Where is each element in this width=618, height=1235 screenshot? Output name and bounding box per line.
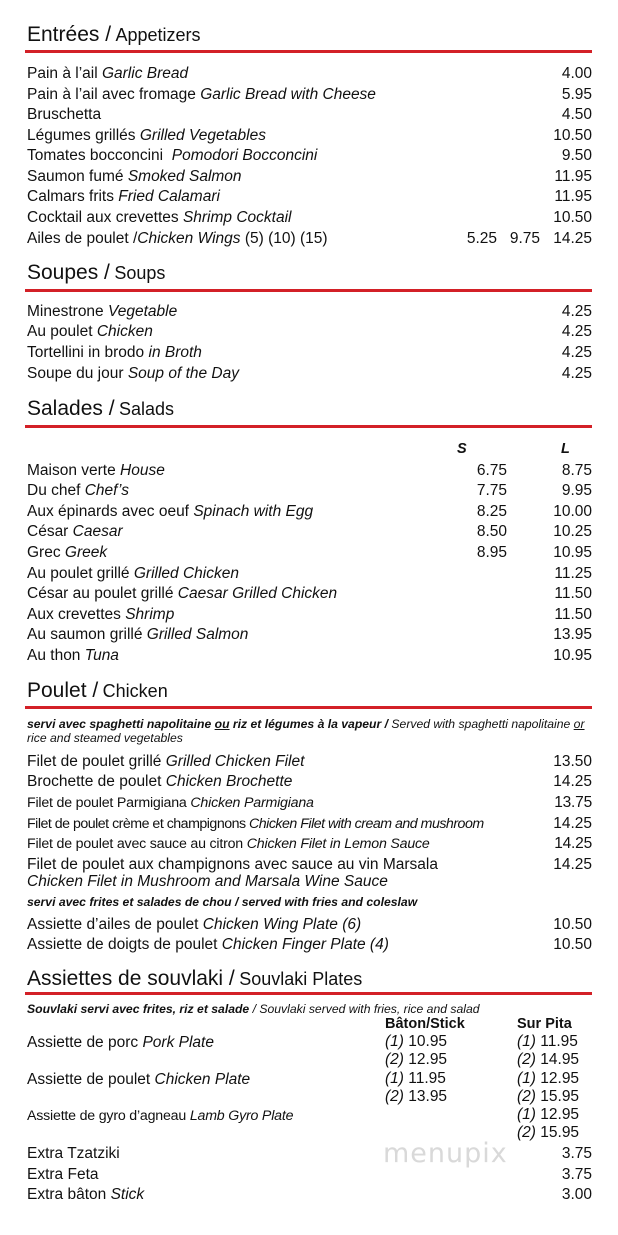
size-small-header: S: [457, 441, 467, 457]
menu-item: Pain à l’ail avec fromage Garlic Bread with Cheese 5.95: [27, 86, 592, 103]
price: 11.95: [554, 168, 592, 185]
section-title-fr: Poulet /: [27, 679, 99, 702]
menu-item: Filet de poulet grillé Grilled Chicken Filet 13.50: [27, 753, 592, 770]
menu-item: César au poulet grillé Caesar Grilled Chicken 11.50: [27, 585, 592, 602]
price: 14.25: [554, 835, 592, 852]
price: 5.25: [466, 230, 497, 247]
price-large: 10.25: [553, 523, 592, 540]
price-large: 11.50: [554, 606, 592, 623]
section-title-fr: Salades /: [27, 397, 115, 420]
section-title-en: Salads: [119, 399, 175, 419]
menu-item: Filet de poulet crème et champignons Chicken Filet with cream and mushroom 14.25: [27, 815, 592, 832]
pita-column-header: Sur Pita: [517, 1016, 572, 1032]
price: 10.50: [553, 936, 592, 953]
menu-item: Brochette de poulet Chicken Brochette 14.25: [27, 773, 592, 790]
watermark: menupix: [383, 1138, 508, 1169]
price-large: 8.75: [561, 462, 592, 479]
price: 3.75: [561, 1166, 592, 1183]
price: 4.25: [561, 303, 592, 320]
menu-item-wings: Ailes de poulet /Chicken Wings (5) (10) (15) 5.25 9.75 14.25: [27, 230, 592, 247]
menu-item: Pain à l’ail Garlic Bread 4.00: [27, 65, 592, 82]
menu-item-marsala: Filet de poulet aux champignons avec sauce au vin Marsala 14.25: [27, 856, 592, 873]
stick-prices: (1) 10.95 (2) 12.95: [385, 1033, 448, 1068]
section-divider: [25, 992, 592, 995]
section-title-fr: Entrées /: [27, 23, 112, 46]
price: 9.75: [509, 230, 540, 247]
price-large: 9.95: [561, 482, 592, 499]
soups-title: [27, 262, 165, 283]
price: 11.95: [554, 188, 592, 205]
section-divider: [25, 425, 592, 428]
price-large: 10.95: [553, 647, 592, 664]
price: 3.75: [561, 1145, 592, 1162]
menu-item: Extra Feta 3.75: [27, 1166, 592, 1183]
price-large: 11.25: [554, 565, 592, 582]
section-title-en: Souvlaki Plates: [239, 969, 363, 989]
price-large: 13.95: [553, 626, 592, 643]
fries-note: servi avec frites et salades de chou / served with fries and coleslaw: [27, 895, 418, 909]
menu-item: Assiette de doigts de poulet Chicken Finger Plate (4) 10.50: [27, 936, 592, 953]
pita-prices: (1) 12.95 (2) 15.95: [517, 1070, 580, 1105]
price: 14.25: [553, 856, 592, 873]
stick-prices: (1) 11.95 (2) 13.95: [385, 1070, 448, 1105]
section-divider: [25, 706, 592, 709]
menu-item: Au thon Tuna 10.95: [27, 647, 592, 664]
menu-item: Assiette d’ailes de poulet Chicken Wing Plate (6) 10.50: [27, 916, 592, 933]
section-title-en: Appetizers: [115, 25, 201, 45]
price: 4.50: [561, 106, 592, 123]
price-small: 6.75: [476, 462, 507, 479]
menu-item: Bruschetta 4.50: [27, 106, 592, 123]
menu-item: Grec Greek 8.95 10.95: [27, 544, 592, 561]
price: 4.00: [561, 65, 592, 82]
price-large: 10.00: [553, 503, 592, 520]
menu-item: Maison verte House 6.75 8.75: [27, 462, 592, 479]
menu-item: Tomates bocconcini Pomodori Bocconcini 9.50: [27, 147, 592, 164]
price: 14.25: [553, 815, 592, 832]
section-divider: [25, 50, 592, 53]
price: 3.00: [561, 1186, 592, 1203]
menu-item: Extra bâton Stick 3.00: [27, 1186, 592, 1203]
price: 10.50: [553, 916, 592, 933]
menu-item: Tortellini in brodo in Broth 4.25: [27, 344, 592, 361]
wing-sizes: (5) (10) (15): [244, 230, 328, 247]
section-title-fr: Soupes /: [27, 261, 110, 284]
stick-column-header: Bâton/Stick: [385, 1016, 465, 1032]
price-small: 7.75: [476, 482, 507, 499]
menu-item: Extra Tzatziki 3.75: [27, 1145, 592, 1162]
menu-item: Assiette de gyro d’agneau Lamb Gyro Plate: [27, 1108, 294, 1124]
menu-item: Aux crevettes Shrimp 11.50: [27, 606, 592, 623]
menu-item-marsala-en: Chicken Filet in Mushroom and Marsala Wine Sauce: [27, 873, 388, 890]
menu-item: Calmars frits Fried Calamari 11.95: [27, 188, 592, 205]
section-title-fr: Assiettes de souvlaki /: [27, 967, 235, 990]
menu-item: Saumon fumé Smoked Salmon 11.95: [27, 168, 592, 185]
price: 4.25: [561, 365, 592, 382]
menu-item: Soupe du jour Soup of the Day 4.25: [27, 365, 592, 382]
pita-prices: (1) 11.95 (2) 14.95: [517, 1033, 580, 1068]
section-title-en: Chicken: [102, 681, 168, 701]
menu-item: Cocktail aux crevettes Shrimp Cocktail 10.50: [27, 209, 592, 226]
menu-item: Au saumon grillé Grilled Salmon 13.95: [27, 626, 592, 643]
price: 9.50: [561, 147, 592, 164]
price: 4.25: [561, 323, 592, 340]
menu-item: Minestrone Vegetable 4.25: [27, 303, 592, 320]
salads-title: [27, 398, 174, 419]
price: 13.75: [554, 794, 592, 811]
section-divider: [25, 289, 592, 292]
menu-item: Aux épinards avec oeuf Spinach with Egg 8.25 10.00: [27, 503, 592, 520]
price: 13.50: [553, 753, 592, 770]
size-large-header: L: [561, 441, 570, 457]
menu-item: Filet de poulet avec sauce au citron Chicken Filet in Lemon Sauce 14.25: [27, 835, 592, 852]
price-small: 8.25: [476, 503, 507, 520]
menu-item: Assiette de porc Pork Plate: [27, 1034, 214, 1051]
chicken-title: [27, 680, 168, 701]
souvlaki-serving-note: Souvlaki servi avec frites, riz et salade / Souvlaki served with fries, rice and salad: [27, 1002, 480, 1016]
menu-item: Filet de poulet Parmigiana Chicken Parmigiana 13.75: [27, 794, 592, 811]
price-large: 11.50: [554, 585, 592, 602]
section-title-en: Soups: [114, 263, 166, 283]
price: 10.50: [553, 209, 592, 226]
souvlaki-title: [27, 968, 362, 989]
menu-item: Au poulet grillé Grilled Chicken 11.25: [27, 565, 592, 582]
price-small: 8.95: [476, 544, 507, 561]
chicken-serving-note: servi avec spaghetti napolitaine ou riz et légumes à la vapeur / Served with spaghetti napolitaine or rice and steamed vegetables: [27, 717, 585, 745]
menu-item: César Caesar 8.50 10.25: [27, 523, 592, 540]
menu-item: Au poulet Chicken 4.25: [27, 323, 592, 340]
price-small: 8.50: [476, 523, 507, 540]
menu-item: Assiette de poulet Chicken Plate: [27, 1071, 251, 1088]
price: 10.50: [553, 127, 592, 144]
price: 14.25: [553, 230, 592, 247]
price: 4.25: [561, 344, 592, 361]
menu-item: Du chef Chef’s 7.75 9.95: [27, 482, 592, 499]
price: 5.95: [561, 86, 592, 103]
price-large: 10.95: [553, 544, 592, 561]
menu-item: Légumes grillés Grilled Vegetables 10.50: [27, 127, 592, 144]
appetizers-title: [27, 24, 201, 45]
pita-prices: (1) 12.95 (2) 15.95: [517, 1106, 580, 1141]
price: 14.25: [553, 773, 592, 790]
